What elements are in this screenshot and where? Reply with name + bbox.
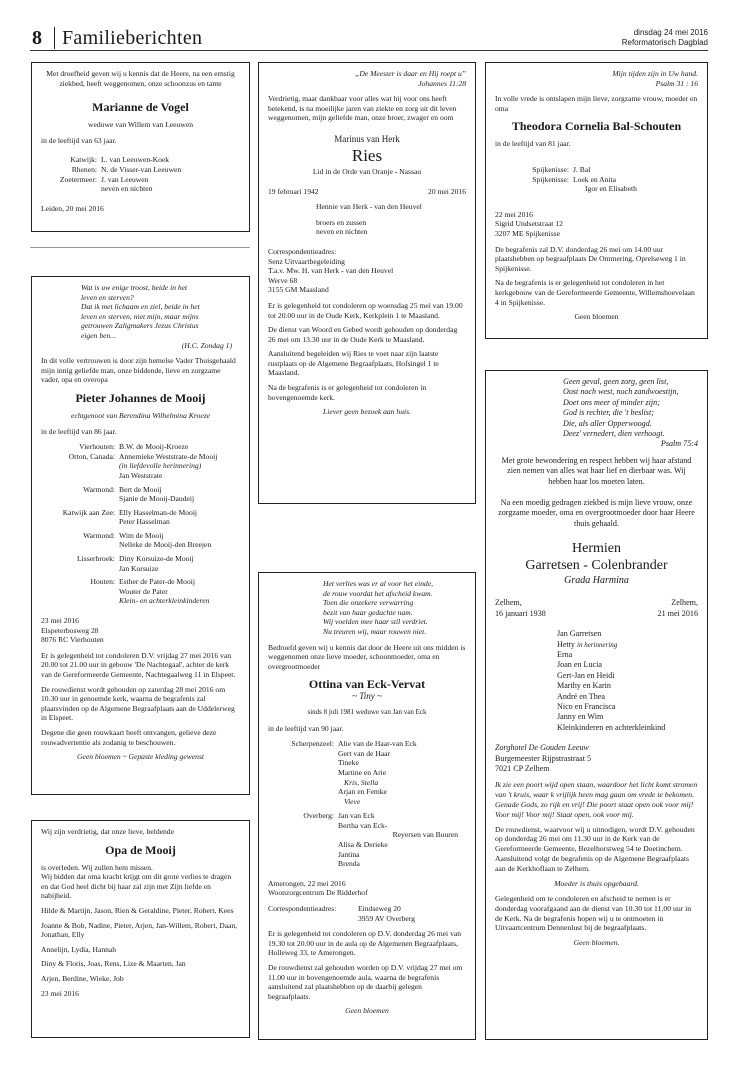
family-row xyxy=(268,850,466,860)
family-row xyxy=(495,184,698,194)
family-row xyxy=(268,768,466,778)
birth-place: Zelhem, xyxy=(495,598,522,608)
page-header xyxy=(30,25,708,51)
family-line xyxy=(557,702,698,712)
card-text: Degene die geen rouwkaart heeft ontvangen, gelieve deze rouwadvertentie als zodanig te beschouwen. xyxy=(41,727,217,747)
deceased-name: Pieter Johannes de Mooij xyxy=(75,390,206,405)
family-place: Overberg: xyxy=(303,811,334,821)
family-line xyxy=(557,723,698,733)
family-names: Esther de Pater-de Mooij xyxy=(119,577,195,587)
notice-intro: Met grote bewondering en respect hebben wij haar afstand zien nemen van alles wat haar lief en dierbaar was. Wij hebben haar los moeten laten. xyxy=(501,455,692,486)
family-line xyxy=(557,712,698,722)
quote-line: Toen die onzekere verwarring xyxy=(323,598,414,608)
family-line xyxy=(557,629,698,639)
family-place: Lisserbroek: xyxy=(77,554,115,564)
grandchildren-group: Arjen, Berdine, Wieke, Job xyxy=(41,973,124,983)
family-place: Zoetermeer: xyxy=(59,174,97,184)
issue-date: dinsdag 24 mei 2016 xyxy=(633,28,708,37)
scripture-quote: Mijn tijden zijn in Uw hand. xyxy=(612,69,698,78)
quote-line: Wij voelden mee haar stil verdriet. xyxy=(323,617,428,627)
family-place xyxy=(41,587,119,597)
family-names: Nelleke de Mooij-den Breejen xyxy=(119,540,212,550)
family-place xyxy=(41,184,101,194)
family-row xyxy=(268,821,466,831)
signer-name: Hennie van Herk - van den Heuvel xyxy=(316,202,422,212)
family-names: Vieve xyxy=(344,796,361,806)
burial-text: De begrafenis zal D.V. donderdag 26 mei om 14.00 uur plaatshebben op begraafplaats De Ommering, Oprelseweg 1 in Spijkenisse. xyxy=(495,244,686,273)
family-place xyxy=(268,821,338,831)
care-home: Woonzorgcentrum De Ridderhof xyxy=(268,888,368,898)
quote-reference: Psalm 31 : 16 xyxy=(655,78,698,88)
family-names: Peter Hasselman xyxy=(119,517,170,527)
quote-line: de rouw voordat het afscheid kwam. xyxy=(323,588,433,598)
notice-ries xyxy=(258,62,476,504)
family-names: Jan van Eck xyxy=(338,811,375,821)
address-line: Burgemeester Rijpstrastraat 5 xyxy=(495,753,592,763)
deceased-spouse: echtgenoot van Berendina Wilhelmina Kroeze xyxy=(70,410,211,420)
family-names: Janny en Wim xyxy=(557,712,604,722)
family-line xyxy=(557,692,698,702)
family-row xyxy=(41,517,240,527)
notice-intro: In dit volle vertrouwen is door zijn hemelse Vader Thuisgehaald mijn innig geliefde man, onze biddende, lieve en zorgzame vader, opa en overopa xyxy=(41,356,236,385)
family-line xyxy=(557,671,698,681)
family-names: Sjanie de Mooij-Daudeij xyxy=(119,494,195,504)
family-place xyxy=(268,749,338,759)
family-place: Katwijk aan Zee: xyxy=(62,507,115,517)
family-place: Houten: xyxy=(90,577,115,587)
family-names: Jan Korsuize xyxy=(119,563,159,573)
family-names: neven en nichten xyxy=(101,184,153,194)
deceased-age: in de leeftijd van 81 jaar. xyxy=(495,139,571,149)
family-place xyxy=(268,768,338,778)
address-line: T.a.v. Mw. H. van Herk - van den Heuvel xyxy=(268,266,394,276)
hymn-text: Ik zie een poort wijd open staan, waardoor het licht komt stromen van 't kruis, waar k vrijlijk heen mag gaan om vrede te bekomen. Genade Gods, zo rijk en vrij! Die poort staat open ook voor mij! Voor mij! Voor mij! Staat open, ook voor mij. xyxy=(495,780,698,819)
family-names: Annemieke Weststrate-de Mooij xyxy=(119,451,218,461)
notice-place-date: Amerongen, 22 mei 2016 xyxy=(268,878,346,888)
notice-bal-schouten xyxy=(485,62,708,339)
death-info xyxy=(658,598,698,619)
family-place: Spijkenisse: xyxy=(532,164,569,174)
column-separator xyxy=(30,247,250,248)
address-line: 7021 CP Zelhem xyxy=(495,763,550,773)
address-block xyxy=(495,210,698,239)
deceased-widow: sinds 8 juli 1981 weduwe van Jan van Eck xyxy=(307,707,427,716)
family-names: Reyersen van Buuren xyxy=(392,830,458,840)
notice-footer: Liever geen bezoek aan huis. xyxy=(323,407,411,417)
family-place: Rhenen: xyxy=(71,164,97,174)
family-row xyxy=(268,778,466,788)
notice-footer: Geen bloemen xyxy=(345,1006,389,1016)
address-line: Zorghotel De Gouden Leeuw xyxy=(495,743,589,753)
deceased-name: Opa de Mooij xyxy=(105,842,176,857)
family-line xyxy=(557,650,698,660)
notice-footer: Geen bloemen. xyxy=(573,938,620,948)
deceased-first-name: Marinus van Herk xyxy=(334,133,400,144)
family-row xyxy=(495,175,698,185)
address-line: 8076 RC Vierhouten xyxy=(41,635,104,645)
death-date: 20 mei 2016 xyxy=(428,186,466,196)
address-line: 22 mei 2016 xyxy=(495,209,533,219)
burial-text: Aansluitend begeleiden wij Ries te voet naar zijn laatste rustplaats op de Algemene Begraafplaats, Hofsingel 1 te Maasland. xyxy=(268,349,439,378)
correspondence-address xyxy=(268,247,466,295)
family-place xyxy=(41,596,119,606)
address-line: 3959 AV Overberg xyxy=(358,913,415,923)
poem-quote xyxy=(268,579,466,637)
laid-out-note: Moeder is thuis opgebaard. xyxy=(554,878,639,888)
family-place: Spijkenisse: xyxy=(532,174,569,184)
birth-date: 19 februari 1942 xyxy=(268,186,319,196)
correspondence-address xyxy=(268,914,466,924)
address-block xyxy=(41,616,240,645)
family-row xyxy=(41,461,240,471)
family-row xyxy=(41,494,240,504)
address-line: Sigrid Undsetstraat 12 xyxy=(495,219,563,229)
notice-intro: Verdrietig, maar dankbaar voor alles wat hij voor ons heeft betekend, is na moeilijke jaren van ziekte en zorg uit dit leven weggenomen, mijn geliefde man, onze broer, zwager en oom xyxy=(268,94,457,123)
life-dates xyxy=(495,598,698,619)
notice-date: 23 mei 2016 xyxy=(41,988,79,998)
notice-opa-de-mooij xyxy=(31,820,250,1038)
grandchildren-group: Joanne & Bob, Nadine, Pieter, Arjen, Jan-Willem, Robert, Daan, Jonathan, Elly xyxy=(41,920,238,940)
family-names: Nico en Francisca xyxy=(557,701,616,711)
family-place: Katwijk: xyxy=(70,155,97,165)
scripture-quote xyxy=(41,283,240,350)
address-line: Werve 68 xyxy=(268,275,298,285)
family-place xyxy=(41,461,119,471)
correspondence-address xyxy=(268,904,466,914)
quote-line: Die, als aller Opperwoogd. xyxy=(563,418,652,428)
family-row xyxy=(41,184,240,194)
family-names: Brenda xyxy=(338,859,360,869)
family-row xyxy=(268,811,466,821)
family-names: Bertha van Eck- xyxy=(338,820,388,830)
family-names: Diny Korsuize-de Mooij xyxy=(119,554,194,564)
death-place: Zelhem, xyxy=(671,598,698,608)
family-names: Alie van de Haar-van Eck xyxy=(338,739,417,749)
notice-intro: In volle vrede is ontslapen mijn lieve, zorgzame vrouw, moeder en oma xyxy=(495,94,698,113)
family-names: J. Bal xyxy=(573,164,591,174)
family-row xyxy=(41,175,240,185)
family-place: Warmond: xyxy=(83,530,115,540)
family-row xyxy=(41,577,240,587)
notice-pj-de-mooij xyxy=(31,276,250,795)
family-place xyxy=(41,471,119,481)
family-names: Martine en Arie xyxy=(338,767,387,777)
family-names: André en Thea xyxy=(557,691,605,701)
family-row xyxy=(41,452,240,462)
family-names: Wouter de Pater xyxy=(119,586,168,596)
notice-intro: Wij zijn verdrietig, dat onze lieve, beldende xyxy=(41,827,174,836)
psalm-quote xyxy=(495,377,698,450)
notice-place-date: Leiden, 20 mei 2016 xyxy=(41,203,104,213)
quote-line: Oost noch west, noch zandwoestijn, xyxy=(563,387,679,397)
family-row xyxy=(268,749,466,759)
family-row xyxy=(41,531,240,541)
deceased-first-name: Hermien xyxy=(572,541,621,557)
family-names: Loek en Anita xyxy=(573,174,617,184)
family-place xyxy=(41,494,119,504)
family-place xyxy=(268,797,338,807)
paper-name: Reformatorisch Dagblad xyxy=(621,38,708,47)
notice-van-eck xyxy=(258,572,476,1040)
quote-line: Wat is uw enige troost, beide in het xyxy=(81,283,188,292)
page-number: 8 xyxy=(32,27,42,49)
address-line: 3207 ME Spijkenisse xyxy=(495,228,560,238)
family-row xyxy=(268,859,466,869)
family-place xyxy=(268,840,338,850)
family-names: (in liefdevolle herinnering) xyxy=(119,461,202,471)
family-place xyxy=(268,787,338,797)
family-note: in herinnering xyxy=(577,640,618,649)
family-names: L. van Leeuwen-Koek xyxy=(101,155,170,165)
family-names: Hetty xyxy=(557,639,575,649)
family-row xyxy=(268,739,466,749)
notice-de-vogel xyxy=(31,62,250,232)
scripture-quote: „De Meester is daar en Hij roept u” xyxy=(355,69,466,78)
service-text: De rouwdienst zal gehouden worden op D.V. vrijdag 27 mei om 11.00 uur in bovengenoemde aula, waarna de begrafenis aansluitend zal plaatshebben op de daarbij gelegen begraafplaats. xyxy=(268,963,463,1001)
family-place xyxy=(495,184,573,194)
quote-line: getrouwen Zaligmakers Jezus Christus xyxy=(81,321,199,331)
family-line: broers en zussen xyxy=(316,217,367,227)
quote-line: leven en sterven, niet mijn, maar mijns xyxy=(81,311,199,321)
deceased-name: Theodora Cornelia Bal-Schouten xyxy=(511,119,682,134)
notice-footer: Geen bloemen xyxy=(574,312,619,322)
deceased-age: in de leeftijd van 63 jaar. xyxy=(41,135,117,145)
family-names: Klein- en achterkleinkinderen xyxy=(119,596,210,606)
header-rule xyxy=(30,50,708,51)
family-place: Orton, Canada: xyxy=(68,451,115,461)
quote-reference: (H.C. Zondag 1) xyxy=(181,340,232,350)
family-names: Erna xyxy=(557,649,573,659)
service-text: De rouwdienst wordt gehouden op zaterdag 28 mei 2016 om 10.30 uur in genoemde kerk, waarna de begrafenis zal plaatsvinden op de Algemene Begraafplaats aan de Uddelerweg in Elspeet. xyxy=(41,684,235,723)
address-line: Senz Uitvaartbegeleiding xyxy=(268,256,345,266)
family-line xyxy=(557,660,698,670)
deceased-name: Garretsen - Colenbrander xyxy=(525,558,668,574)
header-dateline xyxy=(622,28,708,48)
family-row xyxy=(268,758,466,768)
family-names: Jan Weststrate xyxy=(119,470,163,480)
quote-line: leven en sterven? xyxy=(81,292,134,302)
notice-intro: Na een moedig gedragen ziekbed is mijn lieve vrouw, onze zorgzame moeder, oma en overgrootmoeder door haar Heere thuis gehaald. xyxy=(498,498,695,528)
notice-garretsen xyxy=(485,370,708,1040)
quote-reference: Psalm 75:4 xyxy=(660,439,698,449)
address-label: Correspondentieadres: xyxy=(268,904,337,914)
family-line: neven en nichten xyxy=(316,227,368,237)
quote-line: eigen ben... xyxy=(81,330,117,340)
family-row xyxy=(41,554,240,564)
address-line: Elspeterbosweg 28 xyxy=(41,625,99,635)
quote-line: Doet ons meer of minder zijn; xyxy=(563,397,660,407)
family-names: Wim de Mooij xyxy=(119,530,164,540)
family-row xyxy=(495,165,698,175)
family-row xyxy=(268,787,466,797)
family-names: J. van Leeuwen xyxy=(101,174,149,184)
family-place xyxy=(268,778,338,788)
family-place xyxy=(41,517,119,527)
address-line: Eindseweg 20 xyxy=(358,904,401,914)
grandchildren-group: Hilde & Martijn, Jason, Rien & Geraldine, Pieter, Robert, Kees xyxy=(41,905,234,915)
family-names: Joan en Lucia xyxy=(557,660,602,670)
family-names: Jan Garretsen xyxy=(557,629,602,639)
family-row xyxy=(268,830,466,840)
deceased-given-names: Grada Harmina xyxy=(564,575,629,587)
notice-text: is overleden. Wij zullen hem missen. xyxy=(41,862,153,872)
birth-date: 16 januari 1938 xyxy=(495,608,546,618)
family-place xyxy=(41,540,119,550)
family-row xyxy=(41,165,240,175)
family-place: Warmond: xyxy=(83,484,115,494)
family-names: Elly Hasselman-de Mooij xyxy=(119,507,198,517)
quote-line: Geen geval, geen zorg, geen list, xyxy=(563,377,669,386)
family-names: B.W. de Mooij-Kroeze xyxy=(119,442,189,452)
quote-line: bezit van haar gedachte nam. xyxy=(323,607,413,617)
family-names: N. de Visser-van Leeuwen xyxy=(101,164,182,174)
family-names: Marthy en Karin xyxy=(557,681,611,691)
deceased-name: Ottina van Eck-Vervat xyxy=(308,677,426,692)
quote-line: God is rechter, die 't beslist; xyxy=(563,408,654,418)
family-place xyxy=(41,564,119,574)
family-row xyxy=(268,840,466,850)
family-line xyxy=(557,681,698,691)
notice-footer: Geen bloemen ~ Gepaste kleding gewenst xyxy=(76,752,205,762)
family-place: Scherpenzeel: xyxy=(291,739,334,749)
family-names: Kris, Stella xyxy=(344,777,379,787)
family-row xyxy=(41,442,240,452)
quote-line: Nu treuren wij, maar rouwen niet. xyxy=(323,626,427,636)
family-list xyxy=(41,155,240,193)
family-names: Gert-Jan en Heidi xyxy=(557,670,615,680)
family-list xyxy=(495,629,698,733)
address-line: 23 mei 2016 xyxy=(41,616,79,626)
family-names: Bert de Mooij xyxy=(119,484,162,494)
family-names: Kleinkinderen en achterkleinkind xyxy=(557,722,666,732)
quote-line: Het verlies was er al voor het einde, xyxy=(323,579,434,588)
condolence-text: Na de begrafenis is er gelegenheid tot condoleren in het kerkgebouw van de Gereformeerde Gemeente, Willemshoevelaan 4 in Spijkenisse. xyxy=(495,278,695,307)
family-names: Jantina xyxy=(338,849,360,859)
life-dates xyxy=(268,187,466,197)
family-names: Tineke xyxy=(338,758,359,768)
family-row xyxy=(41,596,240,606)
section-title: Familieberichten xyxy=(54,27,202,49)
family-names: Gert van de Haar xyxy=(338,748,391,758)
family-line xyxy=(557,640,698,650)
condolence-text: Er is gelegenheid tot condoleren op D.V. donderdag 26 mei van 19.30 tot 20.00 uur in de aula op de Algemenen Begraafplaats, Holleweg 33, te Amerongen. xyxy=(268,929,462,958)
family-row xyxy=(41,155,240,165)
family-place: Vierhouten: xyxy=(79,442,115,452)
deceased-age: in de leeftijd van 86 jaar. xyxy=(41,426,117,436)
family-row xyxy=(41,587,240,597)
grandchildren-group: Diny & Floris, Joas, Rens, Lize & Maarten, Jan xyxy=(41,959,186,969)
address-line: 3155 GM Maasland xyxy=(268,285,329,295)
family-row xyxy=(268,797,466,807)
family-row xyxy=(41,540,240,550)
deceased-age: in de leeftijd van 90 jaar. xyxy=(268,723,344,733)
family-place xyxy=(268,758,338,768)
deceased-nickname: ~ Tiny ~ xyxy=(352,691,382,702)
family-names: Igor en Elisabeth xyxy=(585,184,637,194)
death-date: 21 mei 2016 xyxy=(657,608,698,618)
service-text: De dienst van Woord en Gebed wordt gehouden op donderdag 26 mei om 13.30 uur in de Oude Kerk te Maasland. xyxy=(268,325,458,344)
deceased-honor: Lid in de Orde van Oranje - Nassau xyxy=(312,166,422,176)
deceased-name: Ries xyxy=(351,145,383,165)
family-place xyxy=(268,830,338,840)
family-row xyxy=(41,471,240,481)
deceased-name: Marianne de Vogel xyxy=(92,100,189,115)
condolence-text: Gelegenheid om te condoleren en afscheid te nemen is er donderdag voorafgaand aan de dienst van 10.30 tot 11.00 uur in de Kerk. Na de begrafenis hopen wij u te ontmoeten in Uitvaartcentrum Dennenlust bij de begraafplaats. xyxy=(495,893,692,933)
quote-line: Dat ik met lichaam en ziel, beide in het xyxy=(81,302,200,312)
family-row xyxy=(41,485,240,495)
family-row xyxy=(41,564,240,574)
service-text: De rouwdienst, waarvoor wij u uitnodigen, wordt D.V. gehouden op donderdag 26 mei om 11.30 uur in de Kerk van de Gereformeerde Gemeente, Bezelhorstweg 54 te Doetinchem. Aansluitend volgt de begrafenis op de Algemene Begraafplaats aan de Kerkhoflaan te Zelhem. xyxy=(495,824,695,873)
address-block xyxy=(495,743,698,774)
condolence-after-text: Na de begrafenis is er gelegenheid tot condoleren in bovengenoemde kerk. xyxy=(268,383,427,402)
address-line: Correspondentieadres: xyxy=(268,246,337,256)
notice-text: Wij bidden dat oma kracht krijgt om dit grote verlies te dragen en dat God heel dicht bij haar zal zijn met Zijn liefde en nabijheid. xyxy=(41,872,232,901)
deceased-widow: weduwe van Willem van Leeuwen xyxy=(88,120,193,130)
notice-intro: Bedroefd geven wij u kennis dat door de Heere uit ons midden is weggenomen onze lieve moeder, schoonmoeder, oma en overgrootmoeder xyxy=(268,642,466,671)
grandchildren-group: Annelijn, Lydia, Hannah xyxy=(41,944,117,954)
family-place xyxy=(268,859,338,869)
family-row xyxy=(41,508,240,518)
family-names: Alisa & Derieke xyxy=(338,840,388,850)
family-place xyxy=(268,850,338,860)
birth-info xyxy=(495,598,546,619)
family-names: Arjan en Femke xyxy=(338,787,387,797)
notice-intro: Met droefheid geven wij u kennis dat de Heere, na een ernstig ziekbed, heeft weggenomen, onze schoonzus en tante xyxy=(46,69,235,88)
condolence-text: Er is gelegenheid tot condoleren D.V. vrijdag 27 mei 2016 van 20.00 tot 21.00 uur in gebouw 'De Nachtegaal', achter de kerk van de Gereformeerde Gemeente, Nachtegaalweg 11 in Elspeet. xyxy=(41,650,236,679)
condolence-text: Er is gelegenheid tot condoleren op woensdag 25 mei van 19.00 tot 20.00 uur in de Oude Kerk, Kerkplein 1 te Maasland. xyxy=(268,300,463,320)
quote-line: Deez' vernedert, dien verhoogt. xyxy=(563,429,665,439)
quote-reference: Johannes 11:28 xyxy=(418,78,466,88)
